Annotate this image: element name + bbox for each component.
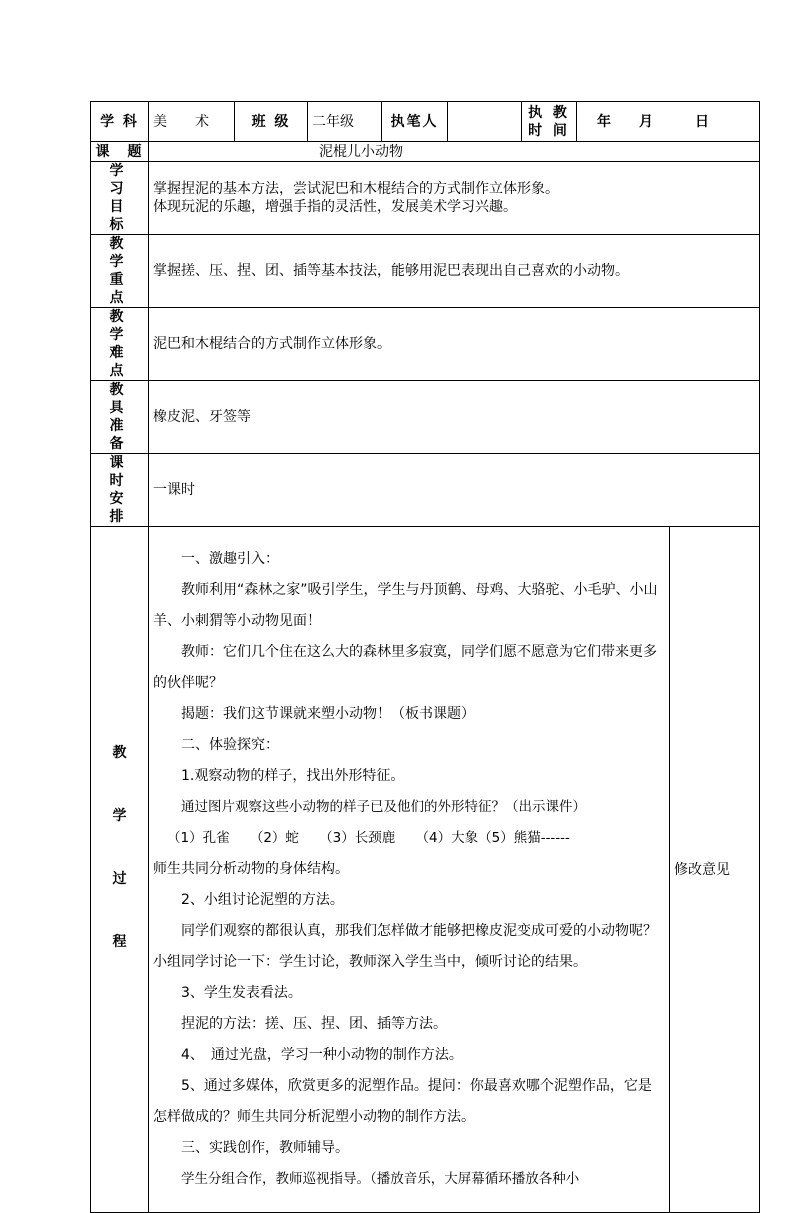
difficulty-label-line1: 教 学 [109, 309, 130, 343]
process-label [91, 527, 149, 1213]
goal-label-line2: 目 标 [109, 199, 130, 233]
process-label-char-1: 教 [112, 744, 127, 761]
process-label-char-3: 过 [112, 870, 127, 887]
grade-label: 班 级 [235, 102, 308, 142]
teaching-time-label-line2: 时 间 [528, 122, 570, 139]
subject-value: 美 术 [149, 102, 235, 142]
goal-line-2: 体现玩泥的乐趣，增强手指的灵活性，发展美术学习兴趣。 [153, 199, 517, 215]
process-paragraph: 揭题：我们这节课就来塑小动物！（板书课题） [181, 706, 475, 722]
schedule-label [91, 454, 149, 527]
process-paragraph: 捏泥的方法：搓、压、捏、团、插等方法。 [181, 1016, 447, 1032]
process-row [91, 527, 760, 1213]
goal-value [149, 162, 760, 235]
goal-label [91, 162, 149, 235]
goal-line-1: 掌握捏泥的基本方法，尝试泥巴和木棍结合的方式制作立体形象。 [153, 181, 559, 197]
key-point-row [91, 235, 760, 308]
difficulty-row [91, 308, 760, 381]
subject-label: 学 科 [91, 102, 149, 142]
process-paragraph: 同学们观察的都很认真，那我们怎样做才能够把橡皮泥变成可爱的小动物呢？小组同学讨论一下：学生讨论，教师深入学生当中，倾听讨论的结果。 [153, 923, 657, 970]
process-paragraph: 通过图片观察这些小动物的样子已及他们的外形特征？（出示课件） [181, 799, 586, 815]
author-label: 执笔人 [382, 102, 448, 142]
teaching-time-label [522, 102, 577, 142]
process-section-3-title: 三、实践创作，教师辅导。 [181, 1140, 349, 1156]
tools-label-line2: 准 备 [109, 418, 130, 452]
topic-value: 泥棍儿小动物 [149, 142, 760, 162]
author-value [448, 102, 522, 142]
process-paragraph: 教师：它们几个住在这么大的森林里多寂寞，同学们愿不愿意为它们带来更多的伙伴呢？ [153, 644, 657, 691]
teaching-time-label-line1: 执 教 [528, 104, 570, 121]
tools-label-line1: 教 具 [109, 382, 130, 416]
process-paragraph: 3、学生发表看法。 [181, 985, 302, 1001]
schedule-label-line2: 安 排 [109, 491, 130, 525]
key-point-label-line1: 教 学 [109, 236, 130, 270]
revision-notes: 修改意见 [670, 527, 760, 1213]
process-content [149, 527, 670, 1213]
schedule-row [91, 454, 760, 527]
tools-value: 橡皮泥、牙签等 [149, 381, 760, 454]
tools-label [91, 381, 149, 454]
topic-label: 课 题 [91, 142, 149, 162]
key-point-value: 掌握搓、压、捏、团、插等基本技法，能够用泥巴表现出自己喜欢的小动物。 [149, 235, 760, 308]
difficulty-value: 泥巴和木棍结合的方式制作立体形象。 [149, 308, 760, 381]
date-value: 年 月 日 [577, 102, 760, 142]
topic-row [91, 142, 760, 162]
process-paragraph: 1.观察动物的样子，找出外形特征。 [181, 768, 405, 784]
process-paragraph: 教师利用“森林之家”吸引学生，学生与丹顶鹤、母鸡、大骆驼、小毛驴、小山羊、小刺猬等小动物见面！ [153, 582, 658, 629]
process-section-1-title: 一、激趣引入： [181, 551, 279, 567]
goal-label-line1: 学 习 [109, 163, 130, 197]
goal-row [91, 162, 760, 235]
process-paragraph: 师生共同分析动物的身体结构。 [153, 861, 349, 877]
key-point-label [91, 235, 149, 308]
difficulty-label-line2: 难 点 [109, 345, 130, 379]
lesson-plan-table [90, 101, 760, 1213]
tools-row [91, 381, 760, 454]
process-label-char-4: 程 [112, 933, 127, 950]
process-paragraph: 4、 通过光盘，学习一种小动物的制作方法。 [181, 1047, 463, 1063]
schedule-label-line1: 课 时 [109, 455, 130, 489]
animal-list: （1）孔雀 （2）蛇 （3）长颈鹿 （4）大象（5）熊猫------ [167, 830, 570, 846]
schedule-value: 一课时 [149, 454, 760, 527]
process-paragraph: 2、小组讨论泥塑的方法。 [181, 892, 344, 908]
header-row [91, 102, 760, 142]
process-section-2-title: 二、体验探究： [181, 737, 279, 753]
process-paragraph: 5、通过多媒体，欣赏更多的泥塑作品。提问：你最喜欢哪个泥塑作品，它是怎样做成的？师生共同分析泥塑小动物的制作方法。 [153, 1078, 652, 1125]
key-point-label-line2: 重 点 [109, 272, 130, 306]
difficulty-label [91, 308, 149, 381]
process-label-char-2: 学 [112, 807, 127, 824]
grade-value: 二年级 [308, 102, 382, 142]
process-paragraph: 学生分组合作，教师巡视指导。（播放音乐，大屏幕循环播放各种小 [181, 1171, 580, 1187]
